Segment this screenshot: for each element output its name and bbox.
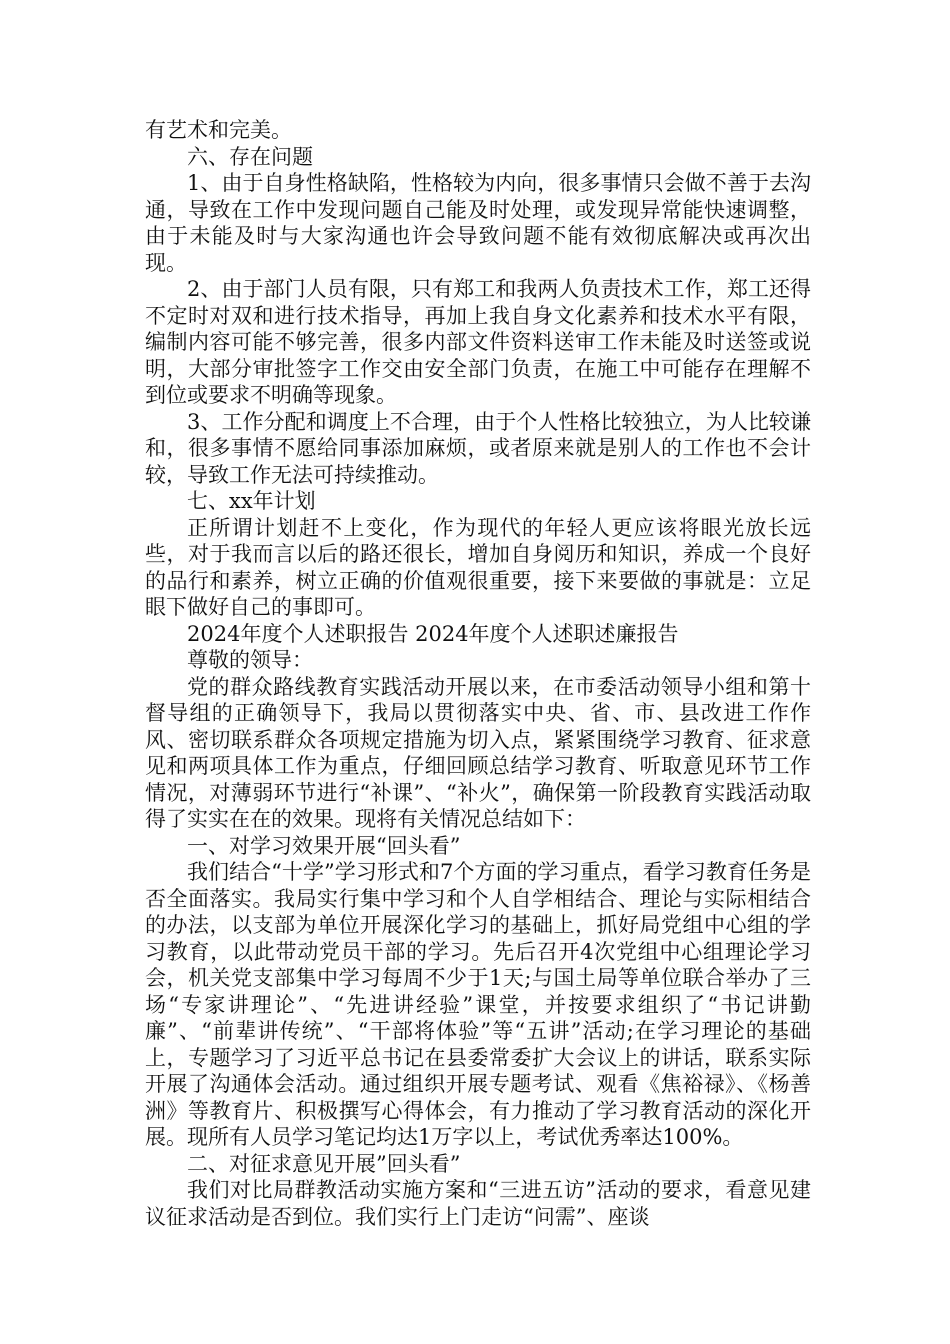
heading-opinion-review: 二、对征求意见开展”回头看”	[187, 1151, 461, 1176]
paragraph-year-plan: 正所谓计划赶不上变化，作为现代的年轻人更应该将眼光放长远些，对于我而言以后的路还很长，增加自身阅历和知识，养成一个良好的品行和素养，树立正确的价值观很重要，接下来要做的事就是：立足眼下做好自己的事即可。	[145, 515, 811, 619]
heading-study-review: 一、对学习效果开展“回头看”	[187, 833, 461, 858]
paragraph-problem-1: 1、由于自身性格缺陷，性格较为内向，很多事情只会做不善于去沟通，导致在工作中发现问题自己能及时处理，或发现异常能快速调整，由于未能及时与大家沟通也许会导致问题不能有效彻底解决或再次出现。	[145, 171, 811, 275]
paragraph-introduction: 党的群众路线教育实践活动开展以来，在市委活动领导小组和第十督导组的正确领导下，我局以贯彻落实中央、省、市、县改进工作作风、密切联系群众各项规定措施为切入点，紧紧围绕学习教育、征求意见和两项具体工作为重点，仔细回顾总结学习教育、听取意见环节工作情况，对薄弱环节进行“补课”、“补火”，确保第一阶段教育实践活动取得了实实在在的效果。现将有关情况总结如下：	[145, 674, 811, 831]
paragraph-continuation: 有艺术和完美。	[145, 118, 292, 142]
paragraph-problem-3: 3、工作分配和调度上不合理，由于个人性格比较独立，为人比较谦和，很多事情不愿给同事添加麻烦，或者原来就是别人的工作也不会计较，导致工作无法可持续推动。	[145, 409, 811, 487]
salutation: 尊敬的领导：	[187, 648, 313, 672]
paragraph-study-review: 我们结合“十学”学习形式和7个方面的学习重点，看学习教育任务是否全面落实。我局实行集中学习和个人自学相结合、理论与实际相结合的办法，以支部为单位开展深化学习的基础上，抓好局党组中心组的学习教育，以此带动党员干部的学习。先后召开4次党组中心组理论学习会，机关党支部集中学习每周不少于1天;与国土局等单位联合举办了三场“专家讲理论”、“先进讲经验”课堂，并按要求组织了“书记讲勤廉”、“前辈讲传统”、“干部将体验”等“五讲”活动;在学习理论的基础上，专题学习了习近平总书记在县委常委扩大会议上的讲话，联系实际开展了沟通体会活动。通过组织开展专题考试、观看《焦裕禄》、《杨善洲》等教育片、积极撰写心得体会，有力推动了学习教育活动的深化开展。现所有人员学习笔记均达1万字以上，考试优秀率达100%。	[145, 860, 811, 1149]
heading-year-plan: 七、xx年计划	[187, 489, 316, 513]
report-title: 2024年度个人述职报告 2024年度个人述职述廉报告	[187, 621, 679, 646]
document-page	[145, 117, 811, 1230]
paragraph-problem-2: 2、由于部门人员有限，只有郑工和我两人负责技术工作，郑工还得不定时对双和进行技术指导，再加上我自身文化素养和技术水平有限，编制内容可能不够完善，很多内部文件资料送审工作未能及时送签或说明，大部分审批签字工作交由安全部门负责，在施工中可能存在理解不到位或要求不明确等现象。	[145, 277, 811, 407]
paragraph-opinion-review: 我们对比局群教活动实施方案和“三进五访”活动的要求，看意见建议征求活动是否到位。我们实行上门走访“问需”、座谈	[145, 1178, 811, 1229]
heading-existing-problems: 六、存在问题	[187, 144, 313, 169]
